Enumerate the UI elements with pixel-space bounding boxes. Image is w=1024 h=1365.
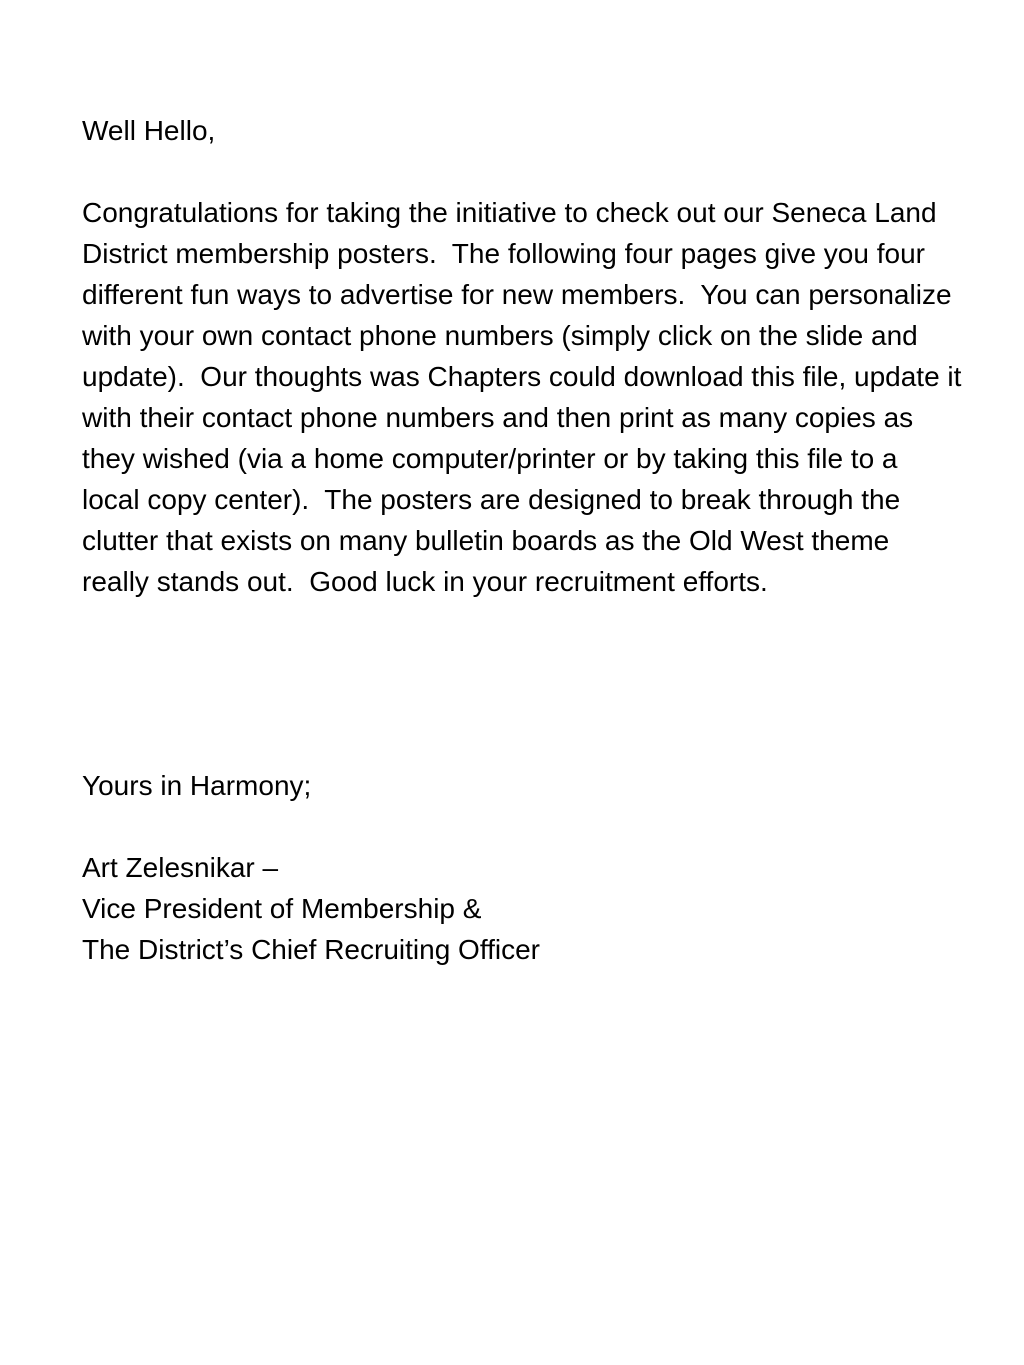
signature-title-line1: Vice President of Membership &	[82, 893, 482, 924]
signature-title-line2: The District’s Chief Recruiting Officer	[82, 934, 540, 965]
greeting: Well Hello,	[82, 115, 216, 146]
signature-name: Art Zelesnikar –	[82, 852, 279, 883]
letter-body: Congratulations for taking the initiative to check out our Seneca Land District membership posters. The following four pages give you four different fun ways to advertise for new members. You can personalize with your own contact phone numbers (simply click on the slide and update). Our thoughts was Chapters could download this file, update it with their contact phone numbers and then print as many copies as they wished (via a home computer/printer or by taking this file to a local copy center). The posters are designed to break through the clutter that exists on many bulletin boards as the Old West theme really stands out. Good luck in your recruitment efforts.	[82, 197, 970, 597]
signature-block	[82, 847, 962, 970]
closing: Yours in Harmony;	[82, 770, 312, 801]
